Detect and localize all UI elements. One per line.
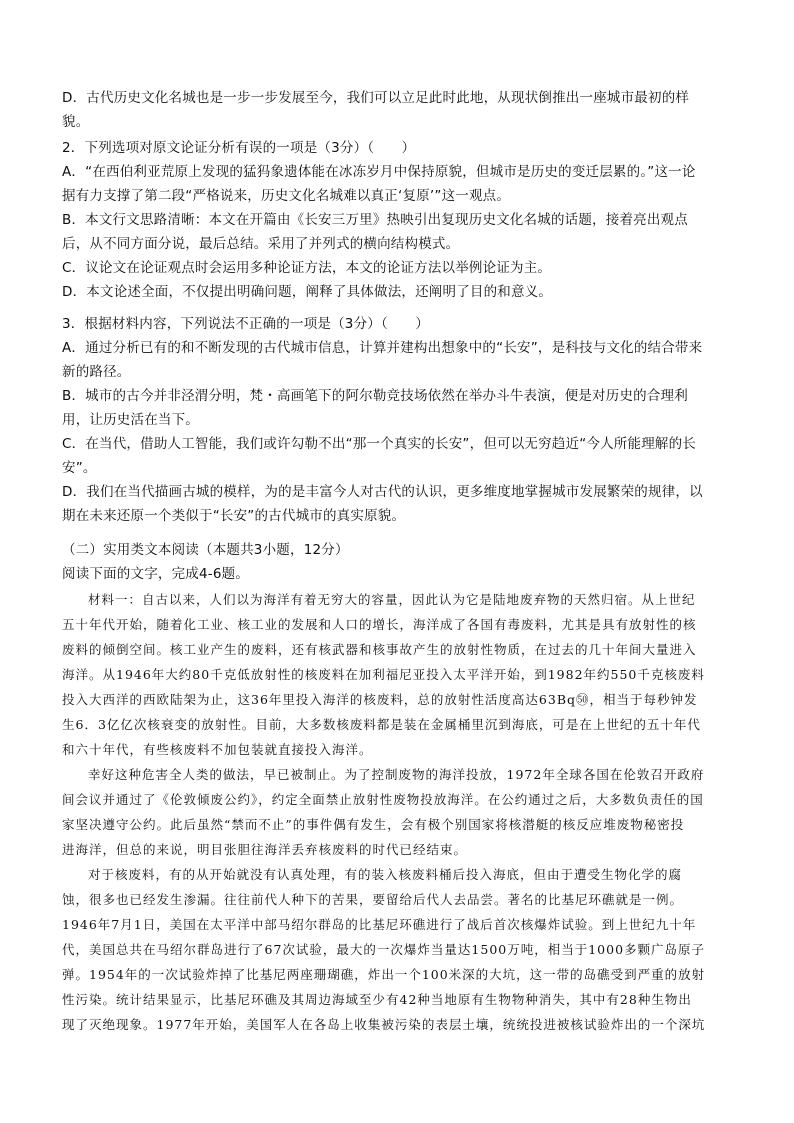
option-a-line: A．“在西伯利亚荒原上发现的猛犸象遗体能在冰冻岁月中保持原貌，但城市是历史的变迁层累的。”这一论	[62, 164, 696, 180]
text-line: 代，美国总共在马绍尔群岛进行了67次试验，最大的一次爆炸当量达1500万吨，相当于1000多颗广岛原子	[62, 942, 706, 957]
option-b-line: B．本文行文思路清晰：本文在开篇由《长安三万里》热映引出复现历史文化名城的话题，接着亮出观点	[62, 212, 688, 228]
text-line: D．古代历史文化名城也是一步一步发展至今，我们可以立足此时此地，从现状倒推出一座城市最初的样	[62, 90, 690, 106]
question-2	[62, 136, 742, 304]
paragraph	[62, 862, 742, 1037]
text-line: 投入大西洋的西欧陆架为止，这36年里投入海洋的核废料，总的放射性活度高达63Bq㊿，相当于每秒钟发	[62, 692, 698, 707]
option-b-line: B．城市的古今并非泾渭分明，梵・高画笔下的阿尔勒竞技场依然在举办斗牛表演，便是对历史的合理利	[62, 388, 688, 404]
text-line: 间会议并通过了《伦敦倾废公约》，约定全面禁止放射性废物投放海洋。在公约通过之后，大多数负责任的国	[62, 792, 704, 807]
text-line: 和六十年代，有些核废料不加包装就直接投入海洋。	[62, 742, 373, 757]
option-b-line: 后，从不同方面分说，最后总结。采用了并列式的横向结构模式。	[62, 236, 460, 252]
text-line: 材料一：自古以来，人们以为海洋有着无穷大的容量，因此认为它是陆地废弃物的天然归宿。从上世纪	[88, 592, 696, 607]
text-line: 生6．3亿亿次核衰变的放射性。目前，大多数核废料都是装在金属桶里沉到海底，可是在上世纪的五十年代	[62, 717, 701, 732]
section-2-header	[62, 538, 742, 586]
text-line: 废料的倾倒空间。核工业产生的废料，还有核武器和核事故产生的放射性物质，在过去的几十年间大量进入	[62, 642, 697, 657]
option-b-line: 用，让历史活在当下。	[62, 412, 199, 428]
q1-option-d	[62, 86, 742, 134]
paragraph	[62, 762, 742, 862]
question-stem: 2．下列选项对原文论证分析有误的一项是（3分）（ ）	[62, 140, 416, 156]
option-d-line: D．本文论述全面，不仅提出明确问题，阐释了具体做法，还阐明了目的和意义。	[62, 284, 553, 300]
text-line: 对于核废料，有的从开始就没有认真处理，有的装入核废料桶后投入海底，但由于遭受生物化学的腐	[88, 867, 683, 882]
option-a-line: A．通过分析已有的和不断发现的古代城市信息，计算并建构出想象中的“长安”，是科技与文化的结合带来	[62, 340, 703, 356]
option-a-line: 新的路径。	[62, 364, 131, 380]
section-instruction: 阅读下面的文字，完成4-6题。	[62, 566, 250, 582]
section-heading: （二）实用类文本阅读（本题共3小题，12分）	[62, 542, 349, 558]
question-stem: 3．根据材料内容，下列说法不正确的一项是（3分）（ ）	[62, 316, 430, 332]
option-c-line: C．在当代，借助人工智能，我们或许勾勒不出“那一个真实的长安”，但可以无穷趋近“今人所能理解的长	[62, 436, 697, 452]
text-line: 现了灭绝现象。1977年开始，美国军人在各岛上收集被污染的表层土壤，统统投进被核试验炸出的一个深坑	[62, 1017, 706, 1032]
text-line: 1946年7月1日，美国在太平洋中部马绍尔群岛的比基尼环礁进行了战后首次核爆炸试验。到上世纪九十年	[62, 917, 697, 932]
text-line: 家坚决遵守公约。此后虽然“禁而不止”的事件偶有发生，会有极个别国家将核潜艇的核反应堆废物秘密投	[62, 817, 685, 832]
text-line: 性污染。统计结果显示，比基尼环礁及其周边海域至少有42种当地原有生物物种消失，其中有28种生物出	[62, 992, 692, 1007]
text-line: 进海洋，但总的来说，明目张胆往海洋丢弃核废料的时代已经结束。	[62, 842, 468, 857]
text-line: 弹。1954年的一次试验炸掉了比基尼两座珊瑚礁，炸出一个100米深的大坑，这一带的岛礁受到严重的放射	[62, 967, 706, 982]
text-line: 五十年代开始，随着化工业、核工业的发展和人口的增长，海洋成了各国有毒废料，尤其是具有放射性的核	[62, 617, 697, 632]
question-3	[62, 312, 742, 528]
option-a-line: 据有力支撑了第二段“严格说来，历史文化名城难以真正‘复原’”这一观点。	[62, 188, 511, 204]
option-d-line: D．我们在当代描画古城的模样，为的是丰富今人对古代的认识，更多维度地掌握城市发展繁荣的规律，以	[62, 484, 703, 500]
text-line: 貌。	[62, 114, 90, 130]
option-c-line: 安”。	[62, 460, 97, 476]
option-c-line: C．议论文在论证观点时会运用多种论证方法，本文的论证方法以举例论证为主。	[62, 260, 552, 276]
text-line: 海洋。从1946年大约80千克低放射性的核废料在加利福尼亚投入太平洋开始，到1982年约550千克核废料	[62, 667, 705, 682]
text-line: 蚀，很多也已经发生渗漏。往往前代人种下的苦果，要留给后代人去品尝。著名的比基尼环礁就是一例。	[62, 892, 684, 907]
option-d-line: 期在未来还原一个类似于“长安”的古代城市的真实原貌。	[62, 508, 406, 524]
material-1	[62, 587, 742, 1037]
paragraph	[62, 587, 742, 762]
text-line: 幸好这种危害全人类的做法，早已被制止。为了控制废物的海洋投放，1972年全球各国在伦敦召开政府	[88, 767, 705, 782]
